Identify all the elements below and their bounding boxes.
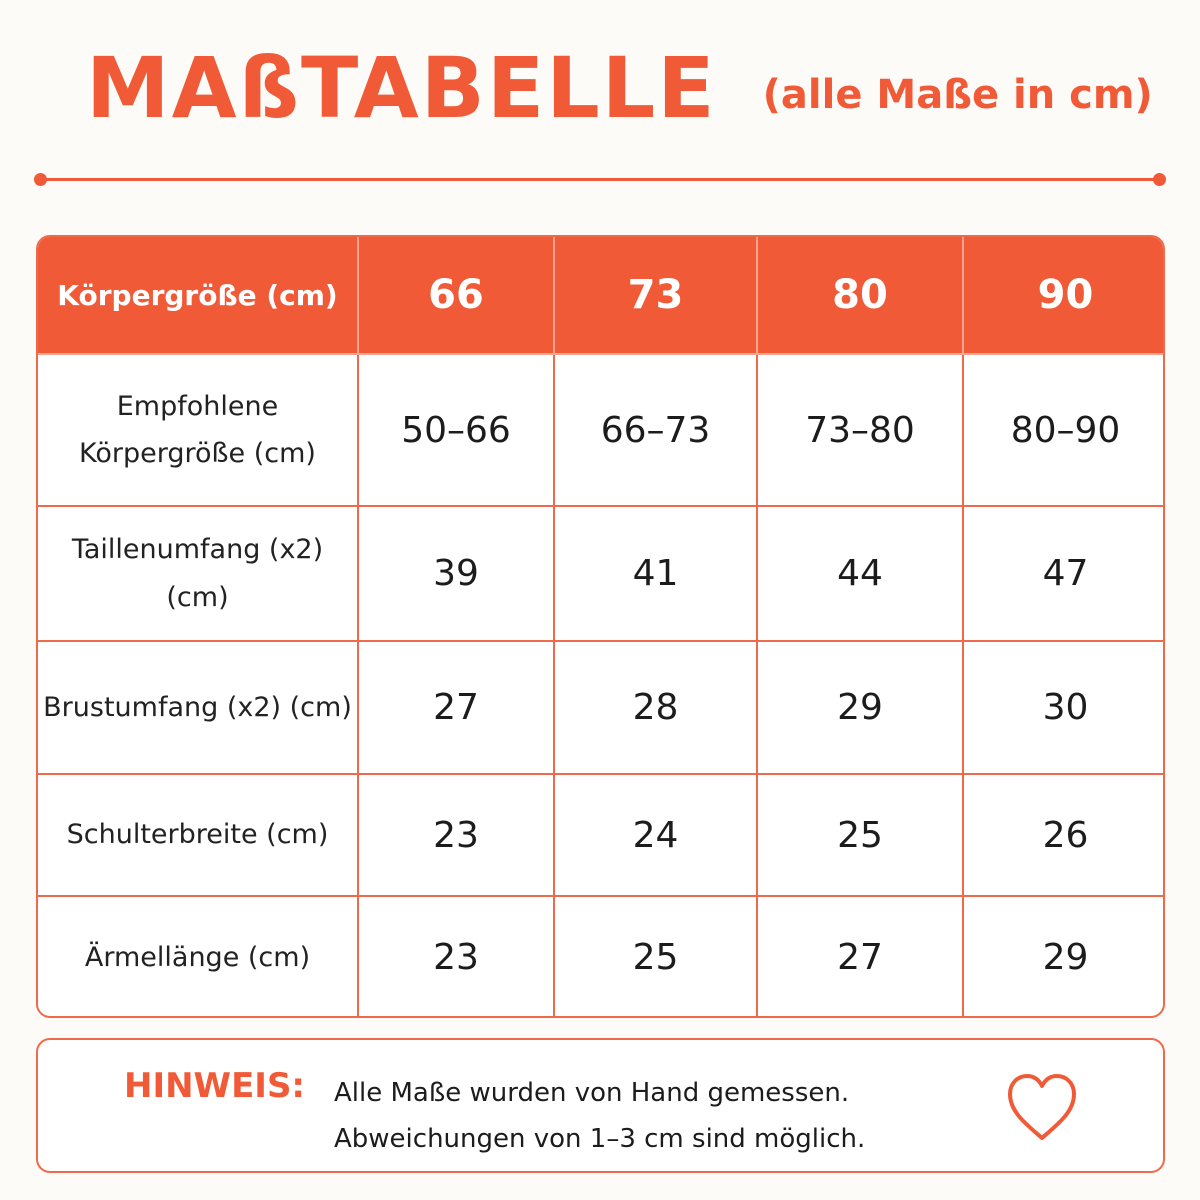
row-label-cell: Schulterbreite (cm) bbox=[38, 774, 358, 896]
value-cell: 41 bbox=[554, 506, 757, 641]
value-cell: 28 bbox=[554, 641, 757, 774]
header-size-cell: 80 bbox=[757, 237, 963, 354]
value-cell: 47 bbox=[963, 506, 1165, 641]
note-box bbox=[36, 1038, 1165, 1173]
value-cell: 27 bbox=[358, 641, 554, 774]
row-label-cell: Taillenumfang (x2) (cm) bbox=[38, 506, 358, 641]
divider-dot-right bbox=[1153, 173, 1166, 186]
value-cell: 27 bbox=[757, 896, 963, 1018]
note-text bbox=[334, 1070, 865, 1162]
value-cell: 24 bbox=[554, 774, 757, 896]
header-size-cell: 66 bbox=[358, 237, 554, 354]
value-cell: 29 bbox=[963, 896, 1165, 1018]
table-row bbox=[38, 774, 1165, 896]
value-cell: 23 bbox=[358, 774, 554, 896]
value-cell: 39 bbox=[358, 506, 554, 641]
size-table bbox=[36, 235, 1165, 1018]
value-cell: 50–66 bbox=[358, 354, 554, 506]
header-size-cell: 73 bbox=[554, 237, 757, 354]
note-line: Alle Maße wurden von Hand gemessen. bbox=[334, 1078, 850, 1108]
divider-dot-left bbox=[34, 173, 47, 186]
table-row bbox=[38, 896, 1165, 1018]
table-row bbox=[38, 506, 1165, 641]
table-row bbox=[38, 354, 1165, 506]
row-label-cell: Brustumfang (x2) (cm) bbox=[38, 641, 358, 774]
header-size-cell: 90 bbox=[963, 237, 1165, 354]
row-label-line: Empfohlene bbox=[116, 390, 279, 422]
value-cell: 80–90 bbox=[963, 354, 1165, 506]
title-row bbox=[86, 28, 1160, 148]
value-cell: 30 bbox=[963, 641, 1165, 774]
page-subtitle: (alle Maße in cm) bbox=[762, 72, 1153, 118]
value-cell: 25 bbox=[554, 896, 757, 1018]
table-row bbox=[38, 641, 1165, 774]
row-label-line: Körpergröße (cm) bbox=[79, 438, 316, 469]
value-cell: 29 bbox=[757, 641, 963, 774]
title-divider bbox=[40, 178, 1160, 181]
value-cell: 66–73 bbox=[554, 354, 757, 506]
note-label: HINWEIS: bbox=[124, 1066, 306, 1106]
note-line: Abweichungen von 1–3 cm sind möglich. bbox=[334, 1124, 866, 1154]
page-title: MAßTABELLE bbox=[86, 39, 717, 137]
value-cell: 44 bbox=[757, 506, 963, 641]
value-cell: 25 bbox=[757, 774, 963, 896]
value-cell: 73–80 bbox=[757, 354, 963, 506]
value-cell: 26 bbox=[963, 774, 1165, 896]
row-label-cell bbox=[38, 354, 358, 506]
table-header-row bbox=[38, 237, 1165, 354]
value-cell: 23 bbox=[358, 896, 554, 1018]
row-label-cell: Ärmellänge (cm) bbox=[38, 896, 358, 1018]
heart-icon bbox=[1004, 1070, 1080, 1146]
header-label-cell: Körpergröße (cm) bbox=[38, 237, 358, 354]
